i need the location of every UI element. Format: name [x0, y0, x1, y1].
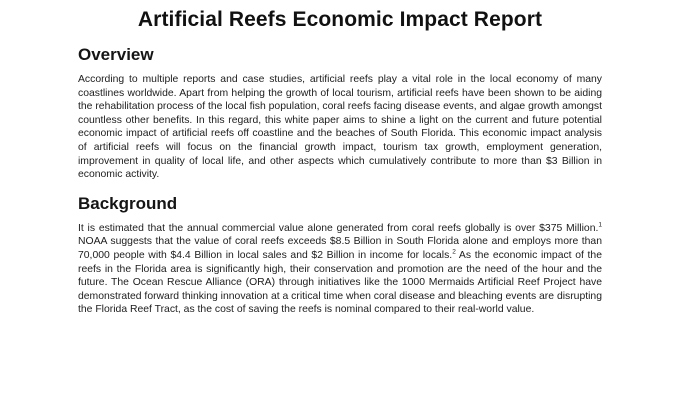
- footnote-marker-2: 2: [452, 248, 456, 256]
- background-paragraph: [78, 222, 602, 317]
- background-heading: Background: [78, 193, 178, 213]
- background-text-part-3: As the economic impact of the reefs in the Florida area is significantly high, their conservation and promotion are the need of the hour and the future. The Ocean Rescue Alliance (ORA) through initiatives like the 1000 Mermaids Artificial Reef Project have demonstrated forward thinking innovation at a critical time when coral disease and bleaching events are disrupting the Florida Reef Tract, as the cost of saving the reefs is nominal compared to their real-world value.: [78, 249, 602, 316]
- background-text-part-1: It is estimated that the annual commercial value alone generated from coral reefs globally is over $375 Million.: [78, 222, 599, 234]
- background-text-part-2: NOAA suggests that the value of coral reefs exceeds $8.5 Billion in South Florida alone and employs more than 70,000 people with $4.4 Billion in local sales and $2 Billion in income for locals.: [78, 236, 602, 261]
- document-title: Artificial Reefs Economic Impact Report: [137, 8, 543, 31]
- footnote-marker-1: 1: [598, 221, 602, 229]
- overview-heading: Overview: [78, 45, 154, 64]
- overview-paragraph: According to multiple reports and case studies, artificial reefs play a vital role in the local economy of many coastlines worldwide. Apart from helping the growth of local tourism, artificial reefs have been shown to be aiding the rehabilitation process of the local fish population, coral reefs facing disease events, and algae growth amongst countless other benefits. In this regard, this white paper aims to shine a light on the current and future potential economic impact of artificial reefs off coastline and the beaches of South Florida. This economic impact analysis of artificial reefs will focus on the financial growth impact, tourism tax growth, employment generation, improvement in quality of local life, and other aspects which cumulatively contribute to more than $3 Billion in economic activity.: [78, 74, 602, 181]
